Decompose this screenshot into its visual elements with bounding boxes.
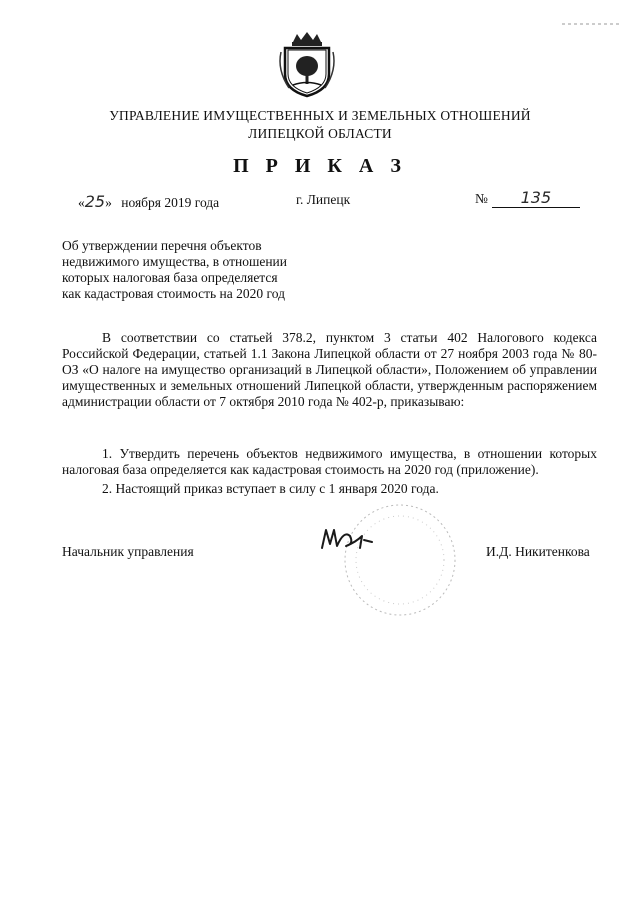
order-item-2: 2. Настоящий приказ вступает в силу с 1 января 2020 года. bbox=[102, 481, 439, 496]
document-number-label: № bbox=[475, 191, 488, 206]
subject-line: как кадастровая стоимость на 2020 год bbox=[62, 286, 285, 301]
document-number-value: 135 bbox=[492, 188, 580, 208]
handwritten-signature-icon bbox=[310, 500, 460, 630]
scan-corner-mark bbox=[562, 12, 622, 14]
date-month-year: ноября 2019 года bbox=[121, 195, 220, 210]
date-day: 25 bbox=[84, 192, 106, 211]
coat-of-arms-icon bbox=[275, 30, 339, 98]
date-quote-open: « bbox=[78, 195, 85, 210]
date-quote-close: » bbox=[105, 195, 112, 210]
document-city: г. Липецк bbox=[296, 192, 351, 207]
subject-line: недвижимого имущества, в отношении bbox=[62, 254, 288, 269]
document-date bbox=[78, 192, 219, 211]
document-number bbox=[475, 188, 580, 208]
subject-line: которых налоговая база определяется bbox=[62, 270, 278, 285]
preamble-paragraph: В соответствии со статьей 378.2, пунктом 3 статьи 402 Налогового кодекса Российской Федерации, статьей 1.1 Закона Липецкой области от 27 ноября 2003 года № 80-ОЗ «О налоге на имущество организаций в Липецкой области», Положением об управлении имущественных и земельных отношений Липецкой области, утвержденным распоряжением администрации области от 7 октября 2010 года № 402-р, приказываю: bbox=[62, 330, 597, 409]
signer-position: Начальник управления bbox=[62, 544, 194, 559]
subject-line: Об утверждении перечня объектов bbox=[62, 238, 262, 253]
order-item-1: 1. Утвердить перечень объектов недвижимого имущества, в отношении которых налоговая база определяется как кадастровая стоимость на 2020 год (приложение). bbox=[62, 446, 597, 477]
organization-name-line2: ЛИПЕЦКОЙ ОБЛАСТИ bbox=[248, 126, 392, 141]
organization-name bbox=[0, 107, 640, 143]
document-type-title: П Р И К А З bbox=[233, 155, 407, 177]
organization-name-line1: УПРАВЛЕНИЕ ИМУЩЕСТВЕННЫХ И ЗЕМЕЛЬНЫХ ОТНОШЕНИЙ bbox=[109, 108, 531, 123]
document-subject bbox=[62, 238, 312, 302]
signer-name: И.Д. Никитенкова bbox=[486, 544, 590, 559]
